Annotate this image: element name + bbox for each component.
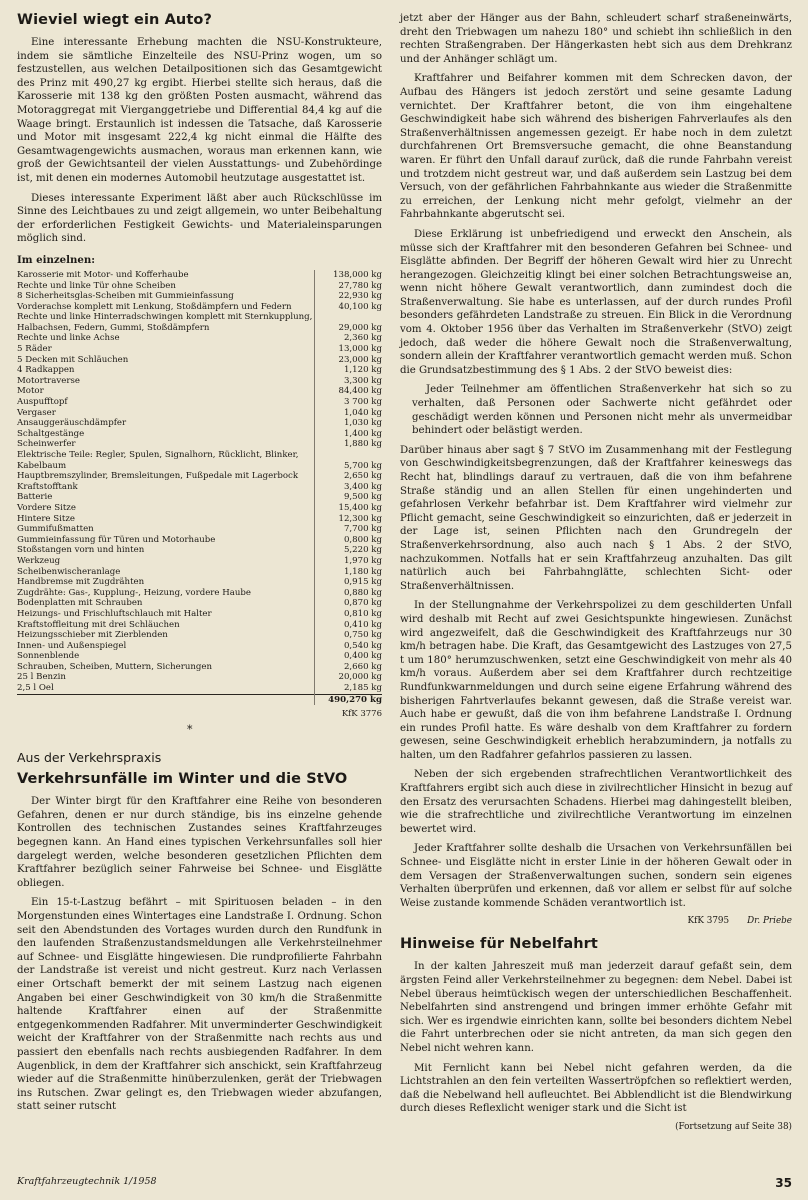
item-name: Scheibenwischeranlage [17,566,121,577]
article1-paragraph-2: Dieses interessante Experiment läßt aber auch Rückschlüsse im Sinne des Leichtbaues zu und zeigt allgemein, wo unter Beibehaltung der erforderlichen Festigkeit Gewichts- und Materialeinsparungen möglich sind. [17,192,382,245]
item-name: Kraftstoffleitung mit drei Schläuchen [17,619,180,630]
page-footer [17,1176,792,1190]
item-weight: 29,000 kg [315,312,383,333]
item-weight: 0,800 kg [315,535,383,546]
table-row [17,302,382,313]
table-row [17,291,382,302]
item-weight: 13,000 kg [315,344,383,355]
total-row [17,694,382,705]
item-weight: 5,700 kg [315,450,383,471]
table-row [17,333,382,344]
item-weight: 0,400 kg [315,651,383,662]
item-weight: 0,410 kg [315,620,383,631]
article2-author: Dr. Priebe [747,916,792,927]
table-row [17,439,382,450]
item-name: 5 Räder [17,344,52,355]
item-weight: 0,540 kg [315,641,383,652]
item-name: Kraftstofftank [17,481,78,492]
article2-paragraph-8: Jeder Kraftfahrer sollte deshalb die Ursachen von Verkehrsunfällen bei Schnee- und Eisglätte nicht in erster Linie in der höheren Gewalt oder in dem Versagen der Straßenverwaltungen suchen, sondern sein eigenes Verhalten überprüfen und erkennen, daß vor allem er selbst für auf solche Weise zustande kommende Schäden verantwortlich ist. [400,843,792,909]
article1-paragraph-1: Eine interessante Erhebung machten die NSU-Konstrukteure, indem sie sämtliche Einzelteile des NSU-Prinz wogen, um so festzustellen, aus welchen Detailpositionen sich das Gesamtgewicht des Prinz mit 490,27 kg ergibt. Hierbei stellte sich heraus, daß die Karosserie mit 138 kg den größten Posten ausmacht, während das Motoraggregat mit Vierganggetriebe und Differential 84,4 kg auf die Waage bringt. Erstaunlich ist indessen die Tatsache, daß Karosserie und Motor mit insgesamt 222,4 kg nicht einmal die Hälfte des Gesamtwagengewichts ausmachen, woraus man erkennen kann, wie groß der Gewichtsanteil der vielen Ausstattungs- und Zubehördinge ist, mit denen ein modernes Automobil heutzutage ausgestattet ist. [17,37,382,184]
article2-paragraph-5: Darüber hinaus aber sagt § 7 StVO im Zusammenhang mit der Festlegung von Geschwindigkeitsbegrenzungen, daß der Kraftfahrer keineswegs das Recht hat, blindlings darauf zu vertrauen, daß die von ihm befahrene Straße ständig und an allen Stellen für einen ungehinderten und gefahrlosen Verkehr befahrbar ist. Dem Kraftfahrer wird vielmehr zur Pflicht gemacht, seine Geschwindigkeit so einzurichten, daß er jederzeit in der Lage ist, seinen Pflichten nach den Grundregeln der Straßenverkehrsordnung, also auch nach § 1 Abs. 2 der StVO, nachzukommen. Notfalls hat er sein Kraftfahrzeug anzuhalten. Das gilt natürlich auch bei Fahrbahnglätte, schlechten Sicht- oder Straßenverhältnissen. [400,444,792,592]
table-row [17,641,382,652]
item-name: Schaltgestänge [17,428,85,439]
item-weight: 3 700 kg [315,397,383,408]
item-name: 4 Radkappen [17,365,75,376]
table-row [17,514,382,525]
item-name: Scheinwerfer [17,439,76,450]
item-name: Sonnenblende [17,651,80,662]
item-name: Hintere Sitze [17,513,75,524]
item-weight: 1,040 kg [315,408,383,419]
table-row [17,577,382,588]
item-name: Innen- und Außenspiegel [17,640,127,651]
stvo-quote: Jeder Teilnehmer am öffentlichen Straßenverkehr hat sich so zu verhalten, daß Personen oder Sachwerte nicht gefährdet oder geschädigt werden können und Personen nicht mehr als unvermeidbar behindert oder belästigt werden. [412,384,792,437]
article-title-car-weight: Wieviel wiegt ein Auto? [17,12,212,28]
table-row [17,492,382,503]
table-row [17,588,382,599]
continued-note: (Fortsetzung auf Seite 38) [675,1121,792,1132]
item-name: Vorderachse komplett mit Lenkung, Stoßdämpfern und Federn [17,301,292,312]
item-weight: 138,000 kg [315,270,383,281]
table-row [17,545,382,556]
table-row [17,524,382,535]
item-weight: 3,300 kg [315,376,383,387]
table-row [17,270,382,281]
item-name: Hauptbremszylinder, Bremsleitungen, Fußpedale mit Lagerbock [17,471,299,482]
table-row [17,397,382,408]
item-weight: 84,400 kg [315,386,383,397]
item-weight: 1,120 kg [315,365,383,376]
item-weight: 0,810 kg [315,609,383,620]
table-row [17,281,382,292]
table-row [17,651,382,662]
table-row [17,418,382,429]
item-name: Motor [17,386,44,397]
item-name: Schrauben, Scheiben, Muttern, Sicherungen [17,661,213,672]
item-weight: 2,360 kg [315,333,383,344]
item-name: Batterie [17,492,53,503]
item-weight: 0,750 kg [315,630,383,641]
table-row [17,482,382,493]
item-weight: 2,650 kg [315,471,383,482]
table-row [17,450,382,471]
item-weight: 3,400 kg [315,482,383,493]
table-row [17,386,382,397]
item-weight: 22,930 kg [315,291,383,302]
article3-paragraph-2: Mit Fernlicht kann bei Nebel nicht gefahren werden, da die Lichtstrahlen an den fein verteilten Wassertröpfchen so reflektiert werden, daß die Nebelwand hell aufleuchtet. Bei Abblendlicht ist die Blendwirkung durch dieses Reflexlicht weniger stark und die Sicht ist [400,1062,792,1115]
table-row [17,471,382,482]
item-name: Rechte und linke Hinterradschwingen komplett mit Sternkupplung, Halbachsen, Federn, Gummi, Stoßdämpfern [17,312,313,333]
table-row [17,344,382,355]
item-name: Gummieinfassung für Türen und Motorhaube [17,534,216,545]
section-kicker: Aus der Verkehrspraxis [17,750,162,766]
page-number: 35 [775,1176,792,1190]
item-weight: 27,780 kg [315,281,383,292]
total-spacer [17,694,315,705]
table-row [17,535,382,546]
item-weight: 40,100 kg [315,302,383,313]
table-row [17,630,382,641]
item-name: Vordere Sitze [17,502,76,513]
item-weight: 1,400 kg [315,429,383,440]
item-name: Vergaser [17,407,56,418]
item-weight: 2,660 kg [315,662,383,673]
article2-kfk-code: KfK 3795 [687,916,730,927]
item-weight: 23,000 kg [315,355,383,366]
item-weight: 9,500 kg [315,492,383,503]
item-name: Gummifußmatten [17,524,94,535]
table-row [17,598,382,609]
item-weight: 15,400 kg [315,503,383,514]
article1-kfk-code: KfK 3776 [341,709,382,720]
journal-name: Kraftfahrzeugtechnik 1/1958 [17,1176,157,1187]
weight-items-table [17,270,382,705]
table-row [17,365,382,376]
table-row [17,429,382,440]
item-name: Zugdrähte: Gas-, Kupplung-, Heizung, vordere Haube [17,587,251,598]
table-row [17,609,382,620]
article2-paragraph-7: Neben der sich ergebenden strafrechtlichen Verantwortlichkeit des Kraftfahrers ergibt sich auch diese in zivilrechtlicher Hinsicht in bezug auf den Ersatz des verursachten Schadens. Hierbei mag dahingestellt bleiben, wie die strafrechtliche und zivilrechtliche Verantwortung im einzelnen bewertet wird. [400,769,792,835]
item-name: Ansauggeräuschdämpfer [17,418,127,429]
item-name: Elektrische Teile: Regler, Spulen, Signalhorn, Rücklicht, Blinker, Kabelbaum [17,450,299,471]
item-name: Rechte und linke Tür ohne Scheiben [17,280,176,291]
table-row [17,620,382,631]
item-name: Heizungs- und Frischluftschlauch mit Halter [17,608,212,619]
item-name: Motortraverse [17,375,80,386]
item-name: 2,5 l Oel [17,683,54,694]
item-name: Handbremse mit Zugdrähten [17,577,145,588]
item-weight: 2,185 kg [315,683,383,694]
table-row [17,662,382,673]
article2-paragraph-3: Kraftfahrer und Beifahrer kommen mit dem Schrecken davon, der Aufbau des Hängers ist jedoch zerstört und seine gesamte Ladung vernichtet. Der Kraftfahrer betont, die von ihm eingehaltene Geschwindigkeit habe sich während des bisherigen Fahrverlaufes als den Straßenverhältnissen angemessen gezeigt. Er habe noch in dem zuletzt durchfahrenen Ort Bremsversuche gemacht, die ohne Beanstandung waren. Er führt den Unfall darauf zurück, daß die runde Fahrbahn vereist und trotzdem nicht gestreut war, und daß außerdem sein Lastzug bei dem Versuch, von der gefährlichen Fahrbahnkante aus wieder die Straßenmitte zu erreichen, der Lenkung nicht mehr gefolgt, vielmehr an der Fahrbahnkante abgerutscht sei. [400,73,792,221]
item-name: 25 l Benzin [17,672,66,683]
left-column [17,12,382,1120]
article2-paragraph-6: In der Stellungnahme der Verkehrspolizei zu dem geschilderten Unfall wird deshalb mit Recht auf zwei Gesichtspunkte hingewiesen. Zunächst wird angezweifelt, daß die Geschwindigkeit des Kraftfahrzeugs nur 30 km/h betragen habe. Die Kraft, das Gesamtgewicht des Lastzuges von 27,5 t um 180° herumzuschwenken, setzt eine Geschwindigkeit von mehr als 40 km/h voraus. Außerdem aber sei dem Kraftfahrer durch rechtzeitige Rundfunkwarnmeldungen und durch seine eigene Erfahrung während des bisherigen Fahrtverlaufes bekannt gewesen, daß die Straße vereist war. Auch habe er gewußt, daß die von ihm befahrene Landstraße I. Ordnung ein rundes Profil hatte. Es wäre deshalb von dem Kraftfahrer zu fordern gewesen, seine Geschwindigkeit erheblich herabzumindern, ja notfalls zu halten, um den Radfahrer gefahrlos passieren zu lassen. [400,600,792,761]
item-weight: 1,970 kg [315,556,383,567]
item-name: Auspufftopf [17,397,68,408]
article-title-fog-driving: Hinweise für Nebelfahrt [400,936,598,953]
item-weight: 1,880 kg [315,439,383,450]
item-weight: 7,700 kg [315,524,383,535]
item-weight: 0,915 kg [315,577,383,588]
item-name: Rechte und linke Achse [17,333,120,344]
table-row [17,408,382,419]
separator-star: * [187,723,193,737]
article2-continued-paragraph: jetzt aber der Hänger aus der Bahn, schleudert scharf straßeneinwärts, dreht den Triebwagen um nahezu 180° und schiebt ihn schließlich in den rechten Straßengraben. Der Hängerkasten hebt sich aus dem Drehkranz und der Anhänger schlägt um. [400,13,792,65]
table-row [17,355,382,366]
table-row [17,683,382,694]
total-weight: 490,270 kg [315,694,383,705]
item-weight: 0,870 kg [315,598,383,609]
item-name: Werkzeug [17,555,61,566]
items-list-heading: Im einzelnen: [17,253,96,266]
item-name: 8 Sicherheitsglas-Scheiben mit Gummieinfassung [17,291,234,302]
item-weight: 1,030 kg [315,418,383,429]
item-name: 5 Decken mit Schläuchen [17,354,129,365]
table-row [17,567,382,578]
table-row [17,376,382,387]
item-weight: 20,000 kg [315,672,383,683]
item-name: Bodenplatten mit Schrauben [17,598,143,609]
item-weight: 0,880 kg [315,588,383,599]
article2-paragraph-1: Der Winter birgt für den Kraftfahrer eine Reihe von besonderen Gefahren, denen er nur durch ständige, bis ins einzelne gehende Kontrollen des technischen Zustandes seines Kraftfahrzeuges begegnen kann. An Hand eines typischen Verkehrsunfalles soll hier dargelegt werden, welche besonderen gesetzlichen Pflichten dem Kraftfahrer bezüglich seiner Fahrweise bei Schnee- und Eisglätte obliegen. [17,796,382,889]
table-row [17,672,382,683]
item-weight: 12,300 kg [315,514,383,525]
item-weight: 5,220 kg [315,545,383,556]
item-name: Stoßstangen vorn und hinten [17,545,145,556]
item-name: Karosserie mit Motor- und Kofferhaube [17,269,189,280]
article2-paragraph-2: Ein 15-t-Lastzug befährt – mit Spirituosen beladen – in den Morgenstunden eines Wintertages eine Landstraße I. Ordnung. Schon seit den Abendstunden des Vortages wurden durch den Rundfunk in den laufenden Straßenzustandsmeldungen alle Verkehrsteilnehmer auf Schnee- und Eisglätte hingewiesen. Die rundprofilierte Fahrbahn der Landstraße ist vereist und nicht gestreut. Kurz nach Verlassen einer Ortschaft bemerkt der mit seinem Lastzug nach eigenen Angaben bei einer Geschwindigkeit von 30 km/h die Straßenmitte haltende Kraftfahrer einen auf der Straßenmitte entgegenkommenden Radfahrer. Mit unverminderter Geschwindigkeit weicht der Kraftfahrer von der Straßenmitte nach rechts aus und passiert den ebenfalls nach rechts ausbiegenden Radfahrer. In dem Augenblick, in dem der Kraftfahrer sich anschickt, sein Kraftfahrzeug wieder auf die Straßenmitte hinüberzulenken, gerät der Triebwagen ins Rutschen. Zwar gelingt es, den Triebwagen wieder abzufangen, statt seiner rutscht [17,897,382,1113]
article3-paragraph-1: In der kalten Jahreszeit muß man jederzeit darauf gefaßt sein, dem ärgsten Feind aller Verkehrsteilnehmer zu begegnen: dem Nebel. Dabei ist Nebel überaus heimtückisch wegen der unterschiedlichen Beschaffenheit. Nebelfahrten sind anstrengend und bringen immer erhöhte Gefahr mit sich. Wer es irgendwie einrichten kann, sollte bei besonders dichtem Nebel die Fahrt unterbrechen oder sie nicht antreten, da man sich gegen den Nebel nicht wehren kann. [400,961,792,1054]
right-column [400,12,792,1132]
article-title-winter-accidents: Verkehrsunfälle im Winter und die StVO [17,771,348,788]
article2-signature [400,916,792,926]
item-name: Heizungsschieber mit Zierblenden [17,630,168,641]
table-row [17,503,382,514]
article2-paragraph-4: Diese Erklärung ist unbefriedigend und erweckt den Anschein, als müsse sich der Kraftfahrer mit den besonderen Gefahren bei Schnee- und Eisglätte abfinden. Der Begriff der höheren Gewalt wird hier zu Unrecht herangezogen. Gleichzeitig klingt bei einer solchen Betrachtungsweise an, wenn nicht höhere Gewalt verantwortlich, dann zumindest doch die Straßenverwaltung. Sie habe es unterlassen, auf der durch rundes Profil besonders gefährdeten Landstraße zu streuen. Ein Blick in die Verordnung vom 4. Oktober 1956 über das Verhalten im Straßenverkehr (StVO) zeigt jedoch, daß weder die höhere Gewalt noch die Straßenverwaltung, sondern allein der Kraftfahrer verantwortlich gemacht werden muß. Schon die Grundsatzbestimmung des § 1 Abs. 2 der StVO beweist dies: [400,228,792,376]
table-row [17,312,382,333]
table-row [17,556,382,567]
item-weight: 1,180 kg [315,567,383,578]
